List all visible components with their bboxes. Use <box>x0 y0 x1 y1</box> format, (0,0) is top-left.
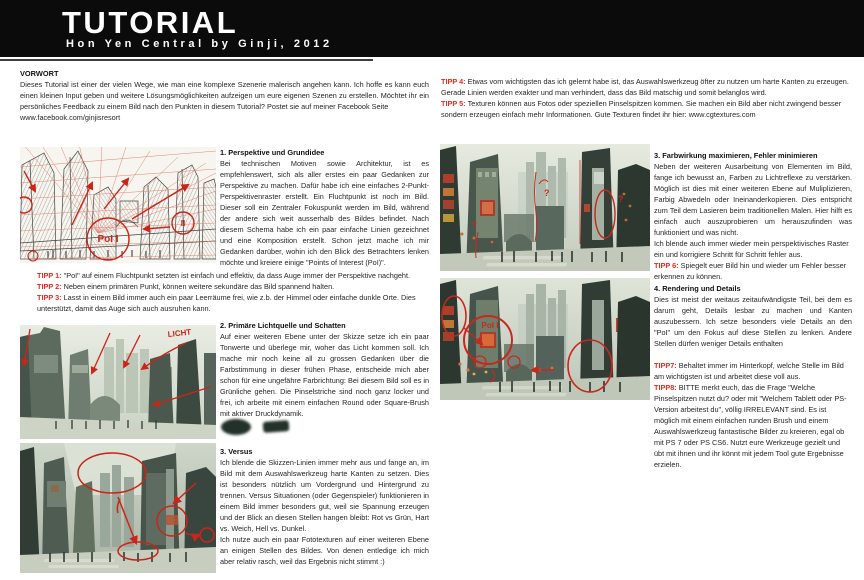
tip-5 <box>441 98 853 120</box>
tip-2-label: TIPP 2: <box>37 282 62 291</box>
tip-6-text: Spiegelt euer Bild hin und wieder um Fehler besser erkennen zu können. <box>654 261 847 281</box>
tip-8-text: BITTE merkt euch, das die Frage "Welche Pinselspitzen nutzt du? oder mit "Welchem Tablett oder PS-Version arbeitest du", völlig IRRELEVANT sind. Es ist möglich mit einem einfachen runden Brush und einem Auswahlswerkzeug fantastische Bilder zu kreieren, egal ob mit PS 7 oder PS CS6. Nutzt eure Werkzeuge gezielt und übt mit ihnen und ihr könnt mit jedem Tool gute Ergebnisse erzielen. <box>654 383 847 469</box>
header-divider <box>0 59 373 61</box>
tip-3-text: Lasst in einem Bild immer auch ein paar Leerräume frei, wie z.b. der Himmel oder einfache dunkle Orte. Dies unterstützt, damit das Auge sich auch ausruhen kann. <box>37 293 416 313</box>
poi-primary-label: PoI I <box>97 234 119 245</box>
tip-1-label: TIPP 1: <box>37 271 62 280</box>
tip-2-text: Neben einem primären Punkt, können weitere sekundäre das Bild spannend halten. <box>63 282 335 291</box>
section-versus <box>220 446 429 567</box>
section-perspective-body: Bei technischen Motiven sowie Architektur, ist es empfehlenswert, sich als aller erstes ein paar Gedanken zur Perspektive zu machen. Dafür habe ich eine einfaches 2-Punkt-Perspektivenraster erstellt. Ein Fluchtpunkt ist noch im Bild. Dieser soll ein Zentraler Fokuspunkt werden im Bild, während der andere sich weit ausserhalb des Bildes befindet. Nach diesem Schema habe ich ein paar einfache Linien gezeichnet und eine Komposition erstellt. Schon jetzt mache ich mir Gedanken darüber, wohin ich den Blick des Betrachters lenken möchte und kreiere einige "Points of Interest (PoI)". <box>220 159 429 267</box>
tip-6-label: TIPP 6: <box>654 261 679 270</box>
tip-6 <box>654 260 852 282</box>
tip-4-text: Etwas vom wichtigsten das ich gelernt habe ist, das Auswahlswerkzeug öfter zu nutzen um harte Kanten zu erzeugen. Gerade Linien werden exakter und man verhindert, dass das Bild matschig und somit belanglos wird. <box>441 77 849 97</box>
tip-7-text: Behaltet immer im Hinterkopf, welche Stelle im Bild am wichtigsten ist und arbeitet diese voll aus. <box>654 361 844 381</box>
square-brush-stroke <box>263 420 290 433</box>
section-rendering-body: Dies ist meist der weitaus zeitaufwändigste Teil, bei dem es darum geht, Details lesbar zu machen und Kanten auszubessern. Ich setze besonders viele Details an den "PoI" um den Fokus auf diese Stellen zu lenken. Andere Stellen dürfen weniger Details enthalten <box>654 295 852 348</box>
tips-1-3-block <box>37 270 431 314</box>
tip-2 <box>37 281 431 292</box>
round-brush-stroke <box>221 419 251 435</box>
section-perspective <box>220 147 429 268</box>
versus-painting-image <box>20 443 216 573</box>
header <box>0 0 864 57</box>
tip-7 <box>654 360 852 382</box>
section-perspective-heading: 1. Perspektive und Grundidee <box>220 148 325 157</box>
question-mark-2: ? <box>618 194 624 204</box>
page-subtitle: Hon Yen Central by Ginji, 2012 <box>66 38 333 50</box>
section-versus-body2: Ich nutze auch ein paar Fototexturen auf einer weiteren Ebene an einigen Stellen des Bildes. Von denen entledige ich mich aber relativ rasch, weil das Ergebnis nicht stimmt :) <box>220 535 429 566</box>
vorwort-body: Dieses Tutorial ist einer der vielen Wege, wie man eine komplexe Szenerie malerisch angehen kann. Ich hoffe es kann euch einen kleinen Input geben und weitere Lösungsmöglichkeiten aufzeigen um eure eigenen Szenen zu erstellen. Möchtet ihr ein persönliches Feedback zu einem Bild nach den Punkten in diesem Tutorial? Postet sie auf meiner Facebook Seite <box>20 80 429 111</box>
section-licht-body: Auf einer weiteren Ebene unter der Skizze setze ich ein paar Tonwerte und überlege mir, woher das Licht kommen soll. Ich mache mir noch keine all zu grossen Gedanken über die Farbstimmung in dieser frühen Phase, entscheide mich aber schon für eine ungefähre Farbrichtung: Bei diesem Bild soll es in Grünliche gehen. Die Pinselstriche sind noch ganz locker und frei, ich arbeite mit einem einfachen Round oder Square-Brush mit aktiver Druckdynamik. <box>220 332 429 418</box>
section-farbwirkung <box>654 150 852 282</box>
section-licht-heading: 2. Primäre Lichtquelle und Schatten <box>220 321 346 330</box>
perspective-sketch-image <box>20 147 216 263</box>
tip-1-text: "PoI" auf einem Fluchtpunkt setzten ist einfach und effektiv, da dass Auge immer der Perspektive nachgeht. <box>63 271 411 280</box>
section-farbwirkung-body: Neben der weiteren Ausarbeitung von Elementen im Bild, fange ich bewusst an, Farben zu Lichtreflexe zu verstärken. Möglich ist dies mit einer weiteren Ebene auf Muliplizieren, Farbig Abwedeln oder Ineinanderkopieren. Dies entspricht zum Teil dem Lasieren beim traditionellen Malen. Hier hilft es einfach auch auszuprobieren um herauszufinden was funktioniert und was nicht. <box>654 162 852 237</box>
poi-secondary-label: II <box>180 219 186 228</box>
vorwort-heading: VORWORT <box>20 69 59 78</box>
tip-5-label: TIPP 5: <box>441 99 466 108</box>
licht-label: LICHT <box>167 327 192 339</box>
question-mark-3: ? <box>472 221 477 230</box>
question-mark-1: ? <box>544 188 550 198</box>
tip-8 <box>654 382 852 470</box>
section-versus-body: Ich blende die Skizzen-Linien immer mehr aus und fange an, im Bild mit dem Auswahlswerkzeug harte Kanten zu setzen. Dies ist besonders nützlich um Vordergrund und Hintergrund zu trennen. Versus Situationen (oder Gegenspieler) funktionieren in einem Bild immer besonders gut, weil sie Spannung erzeugen und der Blick an diesen Stellen hangen bleibt: Rot vs Grün, Hart vs. Weich, Hell vs. Dunkel. <box>220 458 429 533</box>
section-farbwirkung-body2: Ich blende auch immer wieder mein perspektivisches Raster ein und korrigiere Schritt für Schritt fehler aus. <box>654 239 849 259</box>
section-licht <box>220 320 429 419</box>
section-farbwirkung-heading: 3. Farbwirkung maximieren, Fehler minimieren <box>654 151 818 160</box>
section-rendering-heading: 4. Rendering und Details <box>654 284 741 293</box>
tip-4 <box>441 76 853 98</box>
section-versus-heading: 3. Versus <box>220 447 253 456</box>
tip-8-label: TIPP8: <box>654 383 677 392</box>
tips-4-5-block <box>441 76 853 120</box>
light-study-image <box>20 325 216 439</box>
tip-4-label: TIPP 4: <box>441 77 466 86</box>
color-painting-image <box>440 144 650 271</box>
final-painting-image <box>440 278 650 400</box>
tip-3 <box>37 292 431 314</box>
tip-3-label: TIPP 3: <box>37 293 62 302</box>
tip-5-text: Texturen können aus Fotos oder speziellen Pinselspitzen kommen. Sie machen ein Bild aber nicht zwingend besser sondern erzeugen einfach mehr Informationen. Gute Texturen findet ihr hier: www.cgtextures.com <box>441 99 842 119</box>
tip-1 <box>37 270 431 281</box>
section-rendering <box>654 283 852 470</box>
tip-7-label: TIPP7: <box>654 361 677 370</box>
poi-final-label: PoI I <box>481 321 499 330</box>
section-vorwort <box>20 68 429 123</box>
page-title: TUTORIAL <box>62 5 239 40</box>
brush-strokes-image <box>219 416 299 438</box>
facebook-link: www.facebook.com/ginjisresort <box>20 113 121 122</box>
